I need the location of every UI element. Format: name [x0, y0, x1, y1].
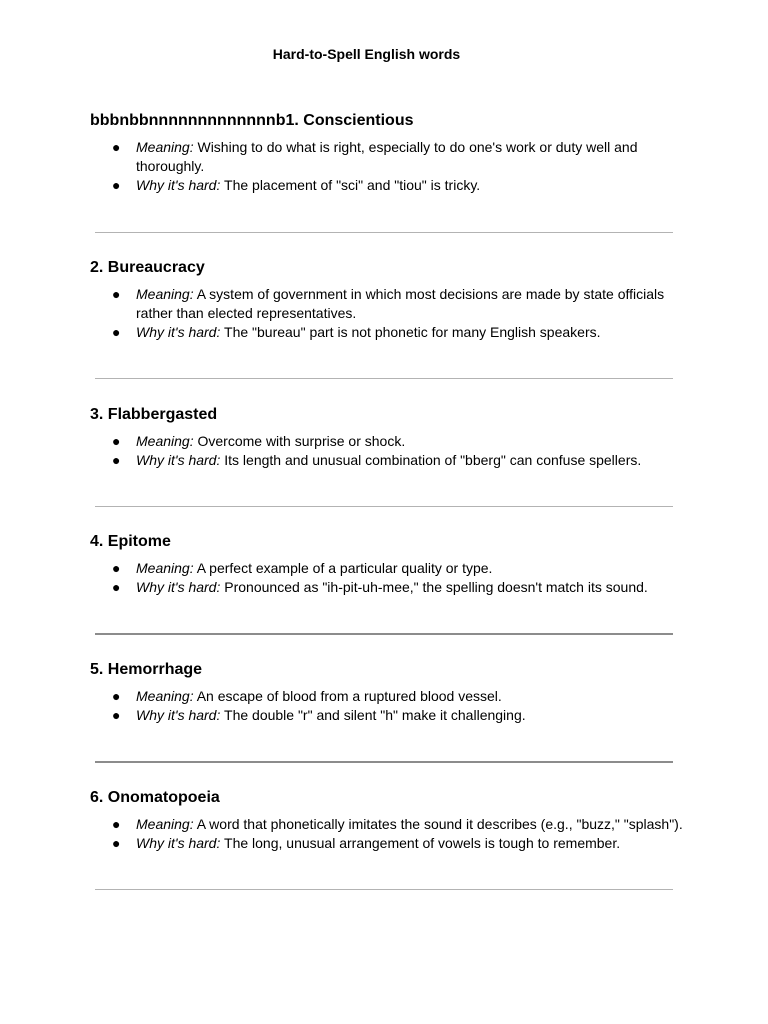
section-divider	[95, 633, 673, 635]
bullet-marker: ●	[112, 433, 121, 449]
bullet-marker: ●	[112, 560, 121, 576]
meaning-label: Meaning:	[136, 688, 194, 704]
why-hard-label: Why it's hard:	[136, 452, 221, 468]
why-hard-bullet	[90, 323, 690, 342]
why-hard-text: Its length and unusual combination of "bberg" can confuse spellers.	[224, 452, 642, 468]
bullet-marker: ●	[112, 177, 121, 193]
bullet-marker: ●	[112, 452, 121, 468]
meaning-text: Wishing to do what is right, especially to do one's work or duty well and thoroughly.	[136, 139, 638, 174]
why-hard-bullet	[90, 706, 690, 725]
entry-heading: bbbnbbnnnnnnnnnnnnnb1. Conscientious	[90, 112, 414, 129]
meaning-text: A system of government in which most decisions are made by state officials rather than elected representatives.	[136, 286, 665, 321]
meaning-bullet	[90, 687, 690, 706]
bullet-marker: ●	[112, 286, 121, 302]
meaning-label: Meaning:	[136, 816, 194, 832]
entry-bullet-list	[90, 432, 690, 470]
meaning-label: Meaning:	[136, 433, 194, 449]
bullet-marker: ●	[112, 816, 121, 832]
entry-bullet-list	[90, 285, 690, 342]
word-entry-flabbergasted	[90, 405, 690, 468]
entry-bullet-list	[90, 559, 690, 597]
entry-heading: 4. Epitome	[90, 533, 171, 550]
why-hard-label: Why it's hard:	[136, 177, 221, 193]
bullet-marker: ●	[112, 688, 121, 704]
meaning-bullet	[90, 559, 690, 578]
meaning-text: A word that phonetically imitates the sound it describes (e.g., "buzz," "splash").	[196, 816, 683, 832]
why-hard-label: Why it's hard:	[136, 324, 221, 340]
word-entry-epitome	[90, 532, 690, 595]
why-hard-bullet	[90, 578, 690, 597]
meaning-text: A perfect example of a particular quality or type.	[196, 560, 493, 576]
section-divider	[95, 889, 673, 890]
word-entry-hemorrhage	[90, 660, 690, 723]
word-entry-bureaucracy	[90, 258, 690, 340]
meaning-label: Meaning:	[136, 139, 194, 155]
section-divider	[95, 378, 673, 379]
bullet-marker: ●	[112, 579, 121, 595]
word-entry-onomatopoeia	[90, 788, 690, 851]
meaning-bullet	[90, 138, 690, 176]
meaning-label: Meaning:	[136, 560, 194, 576]
word-entry-conscientious	[90, 111, 690, 193]
entry-bullet-list	[90, 687, 690, 725]
bullet-marker: ●	[112, 707, 121, 723]
bullet-marker: ●	[112, 835, 121, 851]
why-hard-bullet	[90, 834, 690, 853]
why-hard-text: Pronounced as "ih-pit-uh-mee," the spelling doesn't match its sound.	[224, 579, 648, 595]
why-hard-text: The double "r" and silent "h" make it challenging.	[224, 707, 526, 723]
why-hard-label: Why it's hard:	[136, 835, 221, 851]
section-divider	[95, 506, 673, 507]
entry-heading: 6. Onomatopoeia	[90, 789, 220, 806]
entry-heading: 5. Hemorrhage	[90, 661, 203, 678]
why-hard-label: Why it's hard:	[136, 579, 221, 595]
why-hard-bullet	[90, 451, 690, 470]
entry-bullet-list	[90, 815, 690, 853]
entry-heading: 3. Flabbergasted	[90, 406, 218, 423]
meaning-bullet	[90, 815, 690, 834]
meaning-label: Meaning:	[136, 286, 194, 302]
document-title: Hard-to-Spell English words	[272, 46, 461, 62]
meaning-text: Overcome with surprise or shock.	[197, 433, 406, 449]
section-divider	[95, 232, 673, 233]
entry-heading: 2. Bureaucracy	[90, 259, 205, 276]
why-hard-text: The placement of "sci" and "tiou" is tricky.	[224, 177, 481, 193]
meaning-bullet	[90, 432, 690, 451]
bullet-marker: ●	[112, 139, 121, 155]
meaning-bullet	[90, 285, 690, 323]
why-hard-bullet	[90, 176, 690, 195]
why-hard-text: The long, unusual arrangement of vowels is tough to remember.	[224, 835, 621, 851]
why-hard-text: The "bureau" part is not phonetic for many English speakers.	[224, 324, 601, 340]
bullet-marker: ●	[112, 324, 121, 340]
section-divider	[95, 761, 673, 763]
meaning-text: An escape of blood from a ruptured blood vessel.	[196, 688, 502, 704]
why-hard-label: Why it's hard:	[136, 707, 221, 723]
entry-bullet-list	[90, 138, 690, 195]
